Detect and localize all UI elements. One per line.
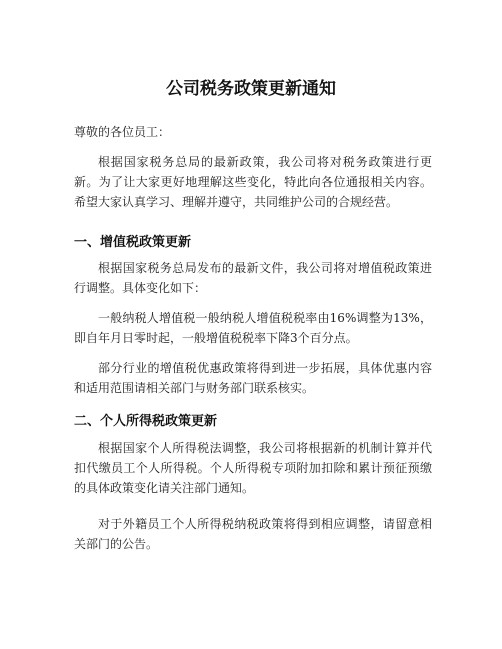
section-heading-iit: 二、个人所得税政策更新 xyxy=(74,414,218,429)
vat-paragraph-2: 一般纳税人增值税一般纳税人增值税税率由16%调整为13%，即自年月日零时起，一般增值税税率下降3个百分点。 xyxy=(74,311,432,345)
section-heading-vat: 一、增值税政策更新 xyxy=(74,235,192,250)
document-title: 公司税务政策更新通知 xyxy=(166,79,336,99)
vat-paragraph-3: 部分行业的增值税优惠政策将得到进一步拓展，具体优惠内容和适用范围请相关部门与财务部门联系核实。 xyxy=(74,361,432,395)
iit-paragraph-2: 对于外籍员工个人所得税纳税政策将得到相应调整，请留意相关部门的公告。 xyxy=(74,517,432,551)
greeting: 尊敬的各位员工： xyxy=(74,125,171,139)
vat-paragraph-1: 根据国家税务总局发布的最新文件，我公司将对增值税政策进行调整。具体变化如下： xyxy=(74,261,432,295)
iit-paragraph-1: 根据国家个人所得税法调整，我公司将根据新的机制计算并代扣代缴员工个人所得税。个人所得税专项附加扣除和累计预征预缴的具体政策变化请关注部门通知。 xyxy=(74,441,432,495)
intro-paragraph: 根据国家税务总局的最新政策，我公司将对税务政策进行更新。为了让大家更好地理解这些变化，特此向各位通报相关内容。希望大家认真学习、理解并遵守，共同维护公司的合规经营。 xyxy=(74,155,432,209)
